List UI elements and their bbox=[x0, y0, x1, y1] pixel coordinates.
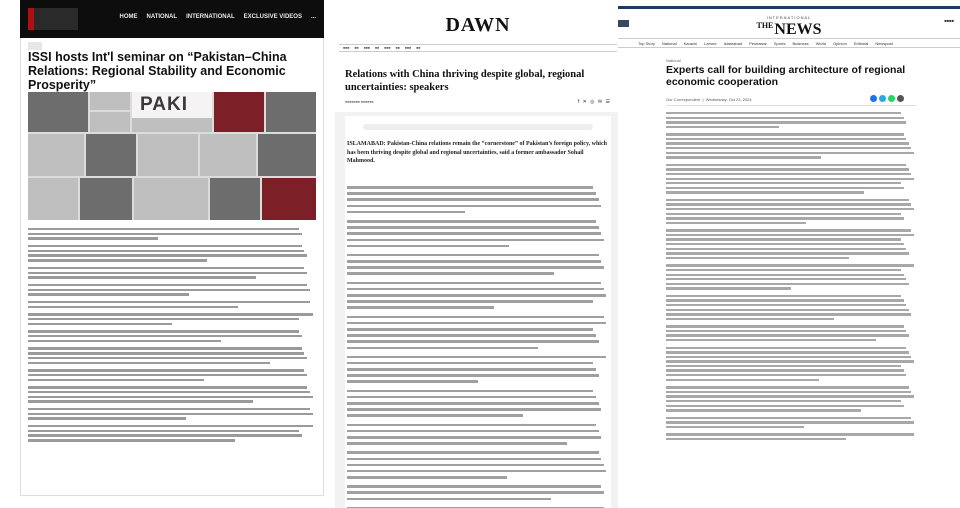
text-line bbox=[347, 430, 599, 433]
event-banner: PAKI bbox=[132, 92, 212, 118]
text-line bbox=[347, 306, 494, 309]
nav-item[interactable]: ■■■ bbox=[363, 46, 370, 50]
text-line bbox=[666, 178, 914, 180]
nav-item[interactable]: Sports bbox=[773, 40, 786, 46]
text-line bbox=[28, 386, 307, 388]
text-line bbox=[347, 408, 601, 411]
main-nav bbox=[339, 44, 617, 52]
text-line bbox=[666, 152, 914, 154]
text-line bbox=[347, 402, 599, 405]
text-line bbox=[347, 491, 604, 494]
text-line bbox=[347, 390, 593, 393]
byline: Our Correspondent | Wednesday, Oct 23, 2024 bbox=[666, 97, 752, 102]
divider bbox=[666, 105, 916, 106]
article-headline: Experts call for building architecture of regional economic cooperation bbox=[666, 64, 906, 88]
text-line bbox=[28, 340, 221, 342]
text-line bbox=[666, 405, 904, 407]
main-nav bbox=[120, 14, 317, 20]
nav-item[interactable]: Top Story bbox=[638, 40, 655, 46]
text-line bbox=[28, 330, 299, 332]
photo bbox=[258, 134, 316, 176]
photo bbox=[266, 92, 316, 132]
nav-item[interactable]: HOME bbox=[119, 14, 138, 20]
text-line bbox=[666, 234, 914, 236]
text-line bbox=[666, 278, 906, 280]
nav-item[interactable]: Business bbox=[792, 40, 809, 46]
text-line bbox=[347, 288, 604, 291]
text-line bbox=[666, 400, 901, 402]
text-line bbox=[28, 318, 299, 320]
text-line bbox=[666, 426, 804, 428]
nav-item[interactable]: Lahore bbox=[704, 40, 717, 46]
text-line bbox=[28, 347, 302, 349]
text-line bbox=[666, 187, 904, 189]
text-line bbox=[28, 425, 313, 427]
text-line bbox=[347, 347, 538, 350]
text-line bbox=[347, 340, 599, 343]
photo-collage bbox=[28, 92, 316, 220]
text-line bbox=[28, 254, 307, 256]
text-line bbox=[347, 458, 601, 461]
text-line bbox=[666, 274, 904, 276]
text-line bbox=[28, 245, 302, 247]
text-line bbox=[666, 217, 904, 219]
text-line bbox=[666, 173, 911, 175]
nav-item[interactable]: INTERNATIONAL bbox=[186, 14, 235, 20]
text-line bbox=[347, 424, 596, 427]
text-line bbox=[666, 203, 911, 205]
thenews-article-screenshot bbox=[618, 0, 960, 508]
nav-item[interactable]: ■■ bbox=[374, 46, 380, 50]
byline: ■■■■■■■ ■■■■■■ bbox=[345, 100, 374, 104]
category-label[interactable]: National bbox=[666, 58, 681, 63]
text-line bbox=[347, 192, 596, 195]
masthead-small: INTERNATIONAL bbox=[766, 15, 812, 20]
dawn-article-screenshot bbox=[335, 0, 621, 508]
text-line bbox=[666, 438, 846, 440]
text-line bbox=[347, 294, 606, 297]
text-line bbox=[347, 476, 507, 479]
thenews-logo[interactable] bbox=[618, 21, 960, 39]
nav-item[interactable]: ■■■ bbox=[343, 46, 350, 50]
text-line bbox=[347, 272, 554, 275]
text-line bbox=[347, 356, 606, 359]
photo bbox=[28, 92, 88, 132]
byline-author: Our Correspondent bbox=[666, 97, 701, 102]
text-line bbox=[666, 121, 906, 123]
text-line bbox=[666, 374, 906, 376]
masthead-the: THE bbox=[756, 21, 774, 30]
photo bbox=[90, 92, 130, 110]
text-line bbox=[28, 369, 304, 371]
text-line bbox=[347, 198, 599, 201]
byline-date: Wednesday, Oct 23, 2024 bbox=[705, 97, 752, 102]
twitter-icon[interactable] bbox=[879, 95, 886, 102]
text-line bbox=[666, 191, 864, 193]
nav-item[interactable]: ■■■ bbox=[384, 46, 391, 50]
text-line bbox=[347, 380, 478, 383]
text-line bbox=[28, 306, 238, 308]
nav-item[interactable]: ... bbox=[310, 14, 316, 20]
text-line bbox=[28, 430, 299, 432]
text-line bbox=[28, 379, 204, 381]
text-line bbox=[666, 168, 909, 170]
text-line bbox=[28, 313, 313, 315]
text-line bbox=[666, 395, 914, 397]
text-line bbox=[666, 229, 911, 231]
article-body bbox=[347, 186, 609, 508]
photo bbox=[90, 112, 130, 132]
text-line bbox=[666, 347, 906, 349]
text-line bbox=[666, 164, 906, 166]
text-line bbox=[347, 226, 599, 229]
nav-item[interactable]: Editorial bbox=[853, 40, 869, 46]
text-line bbox=[666, 142, 909, 144]
text-line bbox=[666, 356, 911, 358]
text-line bbox=[347, 260, 601, 263]
text-line bbox=[28, 417, 186, 419]
text-line bbox=[28, 237, 158, 239]
text-line bbox=[347, 362, 593, 365]
photo bbox=[262, 178, 316, 220]
text-line bbox=[347, 211, 465, 214]
text-line bbox=[347, 282, 601, 285]
text-line bbox=[347, 316, 604, 319]
dawn-logo[interactable]: DAWN bbox=[445, 14, 511, 36]
text-line bbox=[347, 498, 551, 501]
text-line bbox=[666, 264, 914, 266]
photo bbox=[80, 178, 132, 220]
text-line bbox=[347, 220, 596, 223]
text-line bbox=[666, 325, 904, 327]
text-line bbox=[666, 213, 901, 215]
text-line bbox=[28, 434, 302, 436]
facebook-icon[interactable] bbox=[870, 95, 877, 102]
text-line bbox=[666, 112, 901, 114]
text-line bbox=[666, 252, 909, 254]
text-line bbox=[347, 396, 596, 399]
text-line bbox=[666, 117, 904, 119]
text-line bbox=[666, 330, 906, 332]
photo bbox=[132, 92, 212, 132]
share-icon[interactable] bbox=[897, 95, 904, 102]
nav-item[interactable]: ■■ bbox=[416, 46, 421, 50]
text-line bbox=[666, 304, 906, 306]
text-line bbox=[28, 233, 302, 235]
text-line bbox=[28, 272, 307, 274]
text-line bbox=[666, 318, 834, 320]
issi-article-screenshot bbox=[20, 0, 324, 496]
text-line bbox=[28, 250, 304, 252]
text-line bbox=[347, 374, 599, 377]
text-line bbox=[666, 243, 904, 245]
site-header bbox=[20, 0, 324, 38]
text-line bbox=[666, 238, 901, 240]
nav-item[interactable]: Newspost bbox=[875, 40, 893, 46]
text-line bbox=[666, 339, 876, 341]
text-line bbox=[347, 485, 601, 488]
article-lead: ISLAMABAD: Pakistan-China relations remain the “cornerstone” of Pakistan’s foreign policy, which has been thriving despite global and regional uncertainties, said a former ambassador Sohail Mahmood. bbox=[347, 141, 607, 164]
photo bbox=[214, 92, 264, 132]
text-line bbox=[347, 254, 599, 257]
text-line bbox=[347, 239, 604, 242]
text-line bbox=[347, 451, 599, 454]
nav-item[interactable]: Karachi bbox=[683, 40, 698, 46]
photo bbox=[86, 134, 136, 176]
text-line bbox=[347, 245, 509, 248]
text-line bbox=[28, 352, 304, 354]
whatsapp-icon[interactable] bbox=[888, 95, 895, 102]
text-line bbox=[666, 269, 901, 271]
social-share bbox=[870, 95, 904, 102]
masthead-subline bbox=[335, 37, 621, 42]
text-line bbox=[28, 374, 307, 376]
text-line bbox=[666, 182, 901, 184]
text-line bbox=[28, 259, 207, 261]
masthead-main: NEWS bbox=[774, 21, 822, 38]
text-line bbox=[28, 289, 310, 291]
text-line bbox=[28, 276, 256, 278]
text-line bbox=[666, 365, 901, 367]
photo bbox=[200, 134, 256, 176]
text-line bbox=[666, 351, 909, 353]
text-line bbox=[666, 287, 791, 289]
text-line bbox=[347, 464, 604, 467]
text-line bbox=[666, 257, 849, 259]
text-line bbox=[666, 421, 914, 423]
main-nav bbox=[618, 38, 960, 48]
nav-item[interactable]: EXCLUSIVE VIDEOS bbox=[243, 14, 302, 20]
text-line bbox=[666, 391, 911, 393]
text-line bbox=[666, 417, 911, 419]
photo bbox=[138, 134, 198, 176]
text-line bbox=[28, 323, 172, 325]
category-tag[interactable] bbox=[28, 42, 42, 50]
audio-player[interactable] bbox=[363, 124, 593, 130]
text-line bbox=[347, 368, 596, 371]
nav-item[interactable]: Peshawar bbox=[749, 40, 767, 46]
text-line bbox=[666, 309, 909, 311]
text-line bbox=[28, 301, 310, 303]
text-line bbox=[666, 295, 901, 297]
text-line bbox=[28, 362, 270, 364]
nav-item[interactable]: Opinion bbox=[833, 40, 847, 46]
text-line bbox=[666, 126, 779, 128]
text-line bbox=[28, 408, 310, 410]
article-headline: Relations with China thriving despite global, regional uncertainties: speakers bbox=[345, 69, 585, 93]
text-line bbox=[28, 400, 253, 402]
text-line bbox=[666, 360, 914, 362]
nav-item[interactable]: ■■ bbox=[395, 46, 400, 50]
text-line bbox=[347, 300, 593, 303]
text-line bbox=[666, 409, 861, 411]
text-line bbox=[666, 379, 819, 381]
top-strip bbox=[618, 6, 960, 9]
text-line bbox=[347, 414, 523, 417]
article-body bbox=[28, 228, 316, 444]
text-line bbox=[28, 413, 313, 415]
text-line bbox=[28, 267, 304, 269]
text-line bbox=[28, 357, 307, 359]
text-line bbox=[666, 133, 904, 135]
text-line bbox=[666, 386, 909, 388]
text-line bbox=[28, 391, 310, 393]
nav-item[interactable]: World bbox=[815, 40, 827, 46]
photo bbox=[134, 178, 208, 220]
article-title: ISSI hosts Int'l seminar on “Pakistan–China Relations: Regional Stability and Economic Prosperity” bbox=[28, 50, 287, 92]
text-line bbox=[28, 439, 235, 441]
text-line bbox=[28, 335, 302, 337]
header-right: ■■■■ bbox=[944, 18, 954, 23]
nav-item[interactable]: National bbox=[661, 40, 677, 46]
text-line bbox=[347, 205, 601, 208]
text-line bbox=[347, 470, 606, 473]
nav-item[interactable]: NATIONAL bbox=[146, 14, 178, 20]
nav-item[interactable]: ■■■ bbox=[404, 46, 412, 50]
photo bbox=[210, 178, 260, 220]
text-line bbox=[666, 199, 909, 201]
site-logo[interactable] bbox=[28, 8, 78, 30]
text-line bbox=[28, 284, 307, 286]
nav-item[interactable]: ■■ bbox=[354, 46, 359, 50]
text-line bbox=[347, 266, 604, 269]
article-body bbox=[666, 112, 916, 443]
nav-item[interactable]: Islamabad bbox=[723, 40, 743, 46]
text-line bbox=[666, 208, 914, 210]
text-line bbox=[666, 283, 909, 285]
text-line bbox=[28, 228, 299, 230]
share-icons[interactable]: f ✕ ◎ ✉ ☰ bbox=[577, 99, 611, 105]
text-line bbox=[347, 186, 593, 189]
text-line bbox=[666, 147, 911, 149]
text-line bbox=[666, 138, 906, 140]
text-line bbox=[666, 433, 914, 435]
text-line bbox=[347, 436, 601, 439]
text-line bbox=[347, 322, 606, 325]
text-line bbox=[347, 334, 596, 337]
text-line bbox=[347, 442, 567, 445]
text-line bbox=[347, 232, 601, 235]
text-line bbox=[666, 334, 909, 336]
photo bbox=[28, 134, 84, 176]
text-line bbox=[666, 248, 906, 250]
text-line bbox=[666, 299, 904, 301]
text-line bbox=[347, 328, 593, 331]
text-line bbox=[666, 222, 806, 224]
text-line bbox=[28, 293, 189, 295]
text-line bbox=[666, 156, 821, 158]
text-line bbox=[666, 369, 904, 371]
text-line bbox=[28, 396, 313, 398]
photo bbox=[28, 178, 78, 220]
text-line bbox=[666, 313, 911, 315]
